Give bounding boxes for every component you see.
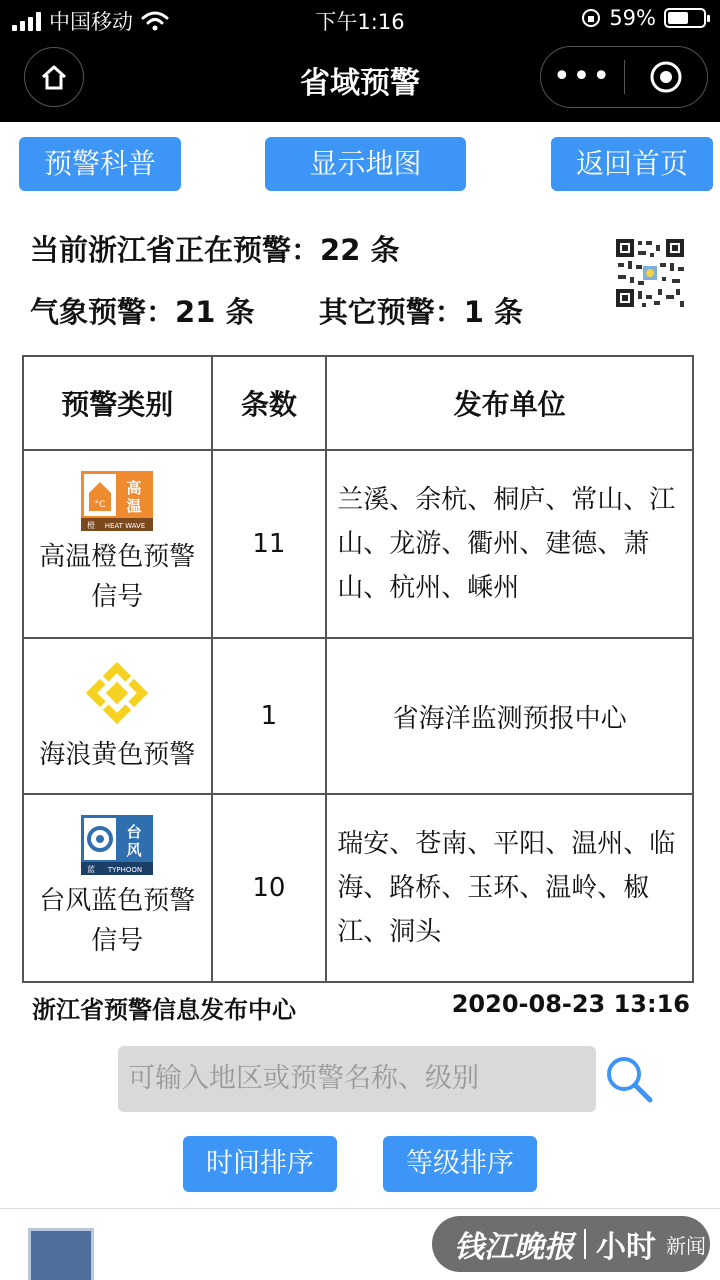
- svg-text:HEAT WAVE: HEAT WAVE: [105, 522, 146, 530]
- category-cell: [23, 450, 212, 638]
- orientation-lock-icon: [581, 8, 601, 28]
- search-icon[interactable]: [604, 1054, 654, 1104]
- more-button[interactable]: •••: [552, 59, 613, 94]
- watermark-hour: 小时: [596, 1230, 656, 1265]
- warning-item-peek-icon[interactable]: [28, 1228, 94, 1280]
- other-label: 其它预警：: [318, 295, 464, 329]
- qr-code-icon[interactable]: [614, 237, 686, 309]
- heat-orange-icon: [81, 471, 153, 531]
- news-watermark: [432, 1216, 710, 1272]
- count-cell: 1: [212, 638, 327, 794]
- typhoon-blue-icon: [81, 815, 153, 875]
- svg-text:TYPHOON: TYPHOON: [108, 866, 143, 874]
- table-row[interactable]: [23, 794, 693, 982]
- svg-text:蓝: 蓝: [87, 865, 96, 874]
- battery-icon: [664, 8, 706, 28]
- svg-text:橙: 橙: [87, 521, 96, 530]
- watermark-brand: 钱江晚报: [454, 1230, 574, 1265]
- warning-table: [22, 355, 694, 983]
- weather-label: 气象预警：: [30, 295, 176, 329]
- summary-total-count: 22 条: [320, 233, 400, 267]
- category-cell: [23, 794, 212, 982]
- publisher-cell: 瑞安、苍南、平阳、温州、临海、路桥、玉环、温岭、椒江、洞头: [326, 794, 693, 982]
- category-cell: [23, 638, 212, 794]
- count-cell: 11: [212, 450, 327, 638]
- back-home-button[interactable]: 返回首页: [551, 137, 713, 191]
- publisher-org: 浙江省预警信息发布中心: [32, 996, 296, 1024]
- sort-by-level-button[interactable]: 等级排序: [383, 1136, 537, 1192]
- status-right: [581, 6, 706, 30]
- status-bar: [0, 0, 720, 40]
- header-publisher: 发布单位: [326, 356, 693, 450]
- wave-yellow-icon: [81, 657, 153, 729]
- category-name: 海浪黄色预警: [39, 740, 196, 770]
- warning-science-button[interactable]: 预警科普: [19, 137, 181, 191]
- show-map-button[interactable]: 显示地图: [265, 137, 466, 191]
- svg-text:高: 高: [126, 479, 142, 497]
- summary-total: [30, 228, 399, 269]
- svg-text:台: 台: [126, 823, 142, 841]
- carrier-name: 中国移动: [49, 10, 133, 34]
- category-name: 台风蓝色预警信号: [39, 886, 196, 956]
- table-row[interactable]: [23, 450, 693, 638]
- count-cell: 10: [212, 794, 327, 982]
- watermark-divider: [584, 1229, 586, 1259]
- watermark-news: 新闻: [666, 1233, 706, 1258]
- publish-datetime: 2020-08-23 13:16: [451, 990, 690, 1018]
- clock: 下午1:16: [315, 10, 405, 34]
- summary-breakdown: [30, 290, 523, 331]
- svg-text:风: 风: [126, 841, 142, 859]
- battery-percent: 59%: [609, 6, 656, 30]
- other-count: 1 条: [463, 295, 523, 329]
- top-bar: [0, 0, 720, 122]
- publisher-cell: 省海洋监测预报中心: [326, 638, 693, 794]
- close-button[interactable]: [625, 60, 707, 94]
- publisher-cell: 兰溪、余杭、桐庐、常山、江山、龙游、衢州、建德、萧山、杭州、嵊州: [326, 450, 693, 638]
- header-count: 条数: [212, 356, 327, 450]
- weather-count: 21 条: [175, 295, 255, 329]
- category-name: 高温橙色预警信号: [39, 542, 196, 612]
- svg-text:°C: °C: [94, 500, 106, 510]
- search-input[interactable]: 可输入地区或预警名称、级别: [118, 1046, 596, 1112]
- header-category: 预警类别: [23, 356, 212, 450]
- page-title: 省域预警: [300, 66, 420, 101]
- nav-bar: [0, 44, 720, 114]
- mini-program-capsule: [540, 46, 708, 108]
- sort-by-time-button[interactable]: 时间排序: [183, 1136, 337, 1192]
- svg-text:温: 温: [126, 497, 142, 515]
- target-close-icon: [649, 60, 683, 94]
- table-row[interactable]: [23, 638, 693, 794]
- summary-label: 当前浙江省正在预警：: [30, 233, 321, 267]
- table-header-row: [23, 356, 693, 450]
